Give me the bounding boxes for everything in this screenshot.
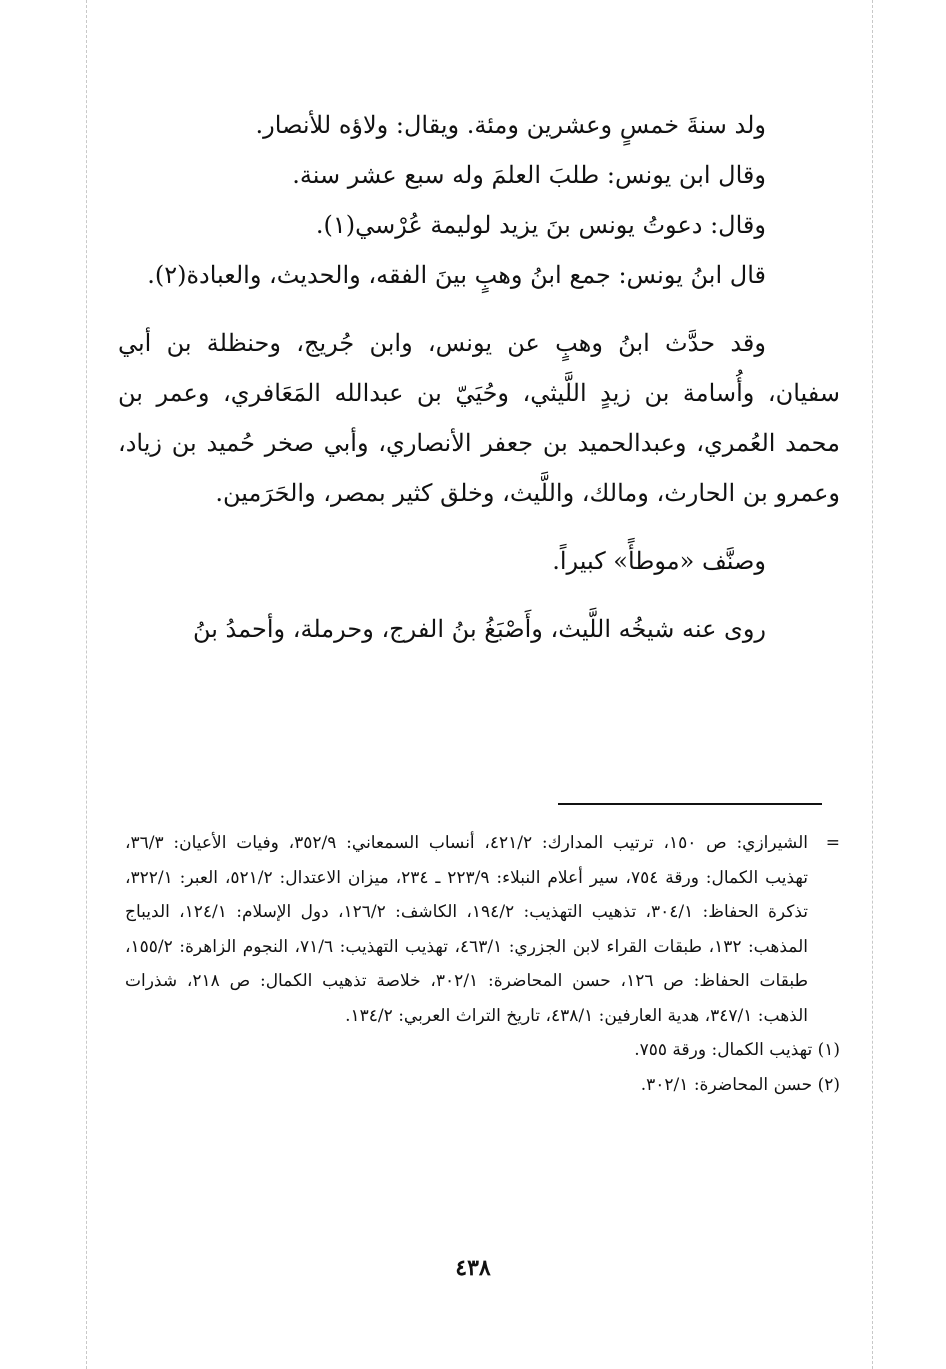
main-text — [118, 100, 840, 654]
right-margin-guide — [872, 0, 873, 1369]
paragraph-study: وقال ابن يونس: طلبَ العلمَ وله سبع عشر سنة. — [292, 161, 766, 189]
paragraph-muwatta: وصنَّف «موطأً» كبيراً. — [552, 547, 766, 575]
footnote-continuation — [125, 826, 840, 1033]
continuation-marker: = — [825, 833, 840, 853]
left-margin-guide — [86, 0, 87, 1369]
paragraph-students: روى عنه شيخُه اللَّيث، وأَصْبَغُ بنُ الفرج، وحرملة، وأحمدُ بنُ — [192, 615, 766, 643]
footnote-1: (١) تهذيب الكمال: ورقة ٧٥٥. — [634, 1040, 840, 1060]
paragraph-wedding: وقال: دعوتُ يونس بنَ يزيد لوليمة عُرْسي(١). — [315, 211, 766, 239]
paragraph-qualities: قال ابنُ يونس: جمع ابنُ وهبٍ بينَ الفقه، والحديث، والعبادة(٢). — [147, 261, 766, 289]
page-number: ٤٣٨ — [455, 1255, 491, 1281]
footnote-separator — [558, 803, 822, 805]
paragraph-birth: ولد سنةَ خمسٍ وعشرين ومئة. ويقال: ولاؤه للأنصار. — [255, 111, 766, 139]
footnote-continuation-text: الشيرازي: ص ١٥٠، ترتيب المدارك: ٤٢١/٢، أنساب السمعاني: ٣٥٢/٩، وفيات الأعيان: ٣٦/٣، تهذيب الكمال: ورقة ٧٥٤، سير أعلام النبلاء: ٢٢٣/٩ ـ ٢٣٤، ميزان الاعتدال: ٥٢١/٢، العبر: ٣٢٢/١، تذكرة الحفاظ: ٣٠٤/١، تذهيب التهذيب: ١٩٤/٢، الكاشف: ١٢٦/٢، دول الإسلام: ١٢٤/١، الديباج المذهب: ١٣٢، طبقات القراء لابن الجزري: ٤٦٣/١، تهذيب التهذيب: ٧١/٦، النجوم الزاهرة: ١٥٥/٢، طبقات الحفاظ: ص ١٢٦، حسن المحاضرة: ٣٠٢/١، خلاصة تذهيب الكمال: ص ٢١٨، شذرات الذهب: ٣٤٧/١، هدية العارفين: ٤٣٨/١، تاريخ التراث العربي: ١٣٤/٢. — [125, 833, 809, 1026]
paragraph-teachers: وقد حدَّث ابنُ وهبٍ عن يونس، وابن جُريج، وحنظلة بن أبي سفيان، وأُسامة بن زيدٍ اللَّيثي، وحُيَيّ بن عبدالله المَعَافري، وعمر بن محمد العُمري، وعبدالحميد بن جعفر الأنصاري، وأبي صخر حُميد بن زياد، وعمرو بن الحارث، ومالك، واللَّيث، وخلق كثير بمصر، والحَرَمين. — [118, 329, 840, 507]
footnotes — [125, 826, 840, 1102]
footnote-2: (٢) حسن المحاضرة: ٣٠٢/١. — [640, 1074, 840, 1095]
